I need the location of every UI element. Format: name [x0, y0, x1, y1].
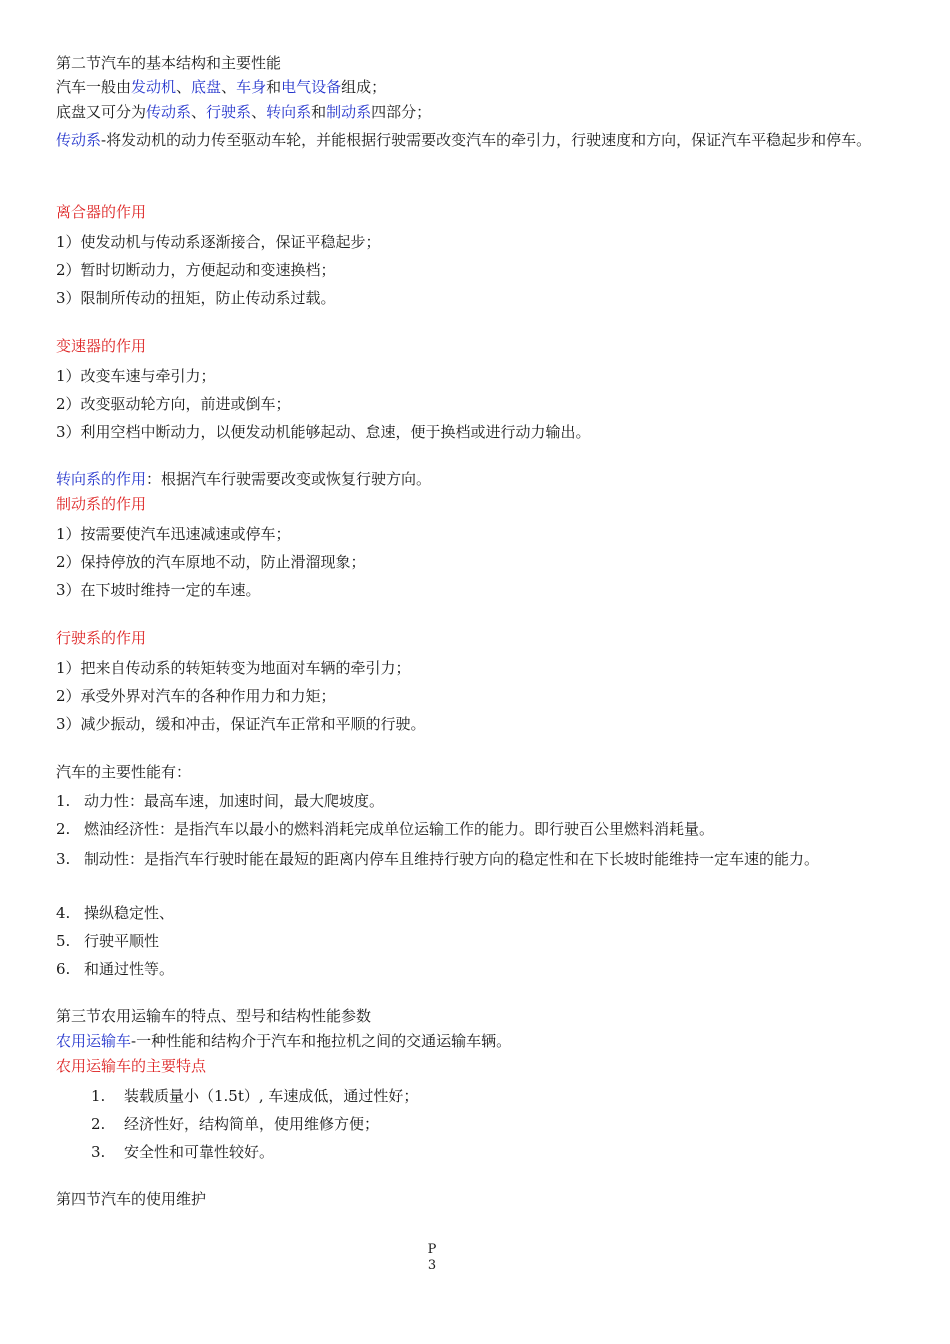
running-item: 1）把来自传动系的转矩转变为地面对车辆的牵引力；	[56, 659, 411, 677]
performance-item: 5. 行驶平顺性	[56, 932, 160, 950]
term-transmission: 传动系	[146, 103, 192, 121]
section2-heading: 第二节汽车的基本结构和主要性能	[56, 54, 282, 72]
page-number: 3	[427, 1258, 437, 1273]
braking-item: 3）在下坡时维持一定的车速。	[56, 581, 261, 599]
term-electric: 电气设备	[281, 78, 342, 96]
composition-line: 汽车一般由发动机、底盘、车身和电气设备组成；	[56, 78, 387, 96]
running-title: 行驶系的作用	[56, 629, 147, 647]
term-steering-system: 转向系	[266, 103, 312, 121]
performance-item: 6. 和通过性等。	[56, 960, 175, 978]
clutch-item: 3）限制所传动的扭矩，防止传动系过载。	[56, 289, 336, 307]
braking-item: 1）按需要使汽车迅速减速或停车；	[56, 525, 291, 543]
term-transmission-def: 传动系	[56, 131, 102, 149]
agri-vehicle-definition: 农用运输车-一种性能和结构介于汽车和拖拉机之间的交通运输车辆。	[56, 1032, 512, 1050]
term-agri-vehicle: 农用运输车	[56, 1032, 132, 1050]
gearbox-item: 3）利用空档中断动力，以便发动机能够起动、怠速，便于换档或进行动力输出。	[56, 423, 591, 441]
clutch-title: 离合器的作用	[56, 203, 147, 221]
performance-item: 3. 制动性：是指汽车行驶时能在最短的距离内停车且维持行驶方向的稳定性和在下长坡时能维持一定车速的能力。	[56, 850, 820, 868]
agri-feature-item: 2. 经济性好，结构简单，使用维修方便；	[91, 1115, 380, 1133]
term-running-system: 行驶系	[206, 103, 252, 121]
term-brake-system: 制动系	[326, 103, 372, 121]
clutch-item: 2）暂时切断动力，方便起动和变速换档；	[56, 261, 336, 279]
running-item: 2）承受外界对汽车的各种作用力和力矩；	[56, 687, 336, 705]
section4-heading: 第四节汽车的使用维护	[56, 1190, 207, 1208]
transmission-definition: 传动系-将发动机的动力传至驱动车轮，并能根据行驶需要改变汽车的牵引力，行驶速度和方向，保证汽车平稳起步和停车。	[56, 131, 872, 149]
page-footer-label: P	[427, 1242, 437, 1257]
performance-item: 2. 燃油经济性：是指汽车以最小的燃料消耗完成单位运输工作的能力。即行驶百公里燃料消耗量。	[56, 820, 715, 838]
agri-feature-item: 3. 安全性和可靠性较好。	[91, 1143, 275, 1161]
steering-line: 转向系的作用：根据汽车行驶需要改变或恢复行驶方向。	[56, 470, 432, 488]
term-engine: 发动机	[131, 78, 177, 96]
gearbox-title: 变速器的作用	[56, 337, 147, 355]
term-chassis: 底盘	[191, 78, 222, 96]
steering-title: 转向系的作用	[56, 470, 147, 488]
gearbox-item: 1）改变车速与牵引力；	[56, 367, 216, 385]
performance-intro: 汽车的主要性能有：	[56, 763, 192, 781]
braking-title: 制动系的作用	[56, 495, 147, 513]
section3-heading: 第三节农用运输车的特点、型号和结构性能参数	[56, 1007, 372, 1025]
performance-item: 4. 操纵稳定性、	[56, 904, 175, 922]
term-body: 车身	[236, 78, 267, 96]
running-item: 3）减少振动，缓和冲击，保证汽车正常和平顺的行驶。	[56, 715, 426, 733]
gearbox-item: 2）改变驱动轮方向，前进或倒车；	[56, 395, 291, 413]
agri-features-title: 农用运输车的主要特点	[56, 1057, 207, 1075]
clutch-item: 1）使发动机与传动系逐渐接合，保证平稳起步；	[56, 233, 381, 251]
performance-item: 1. 动力性：最高车速，加速时间，最大爬坡度。	[56, 792, 385, 810]
agri-feature-item: 1. 装载质量小（1.5t）, 车速成低，通过性好；	[91, 1087, 419, 1105]
chassis-line: 底盘又可分为传动系、行驶系、转向系和制动系四部分；	[56, 103, 432, 121]
braking-item: 2）保持停放的汽车原地不动，防止滑溜现象；	[56, 553, 366, 571]
